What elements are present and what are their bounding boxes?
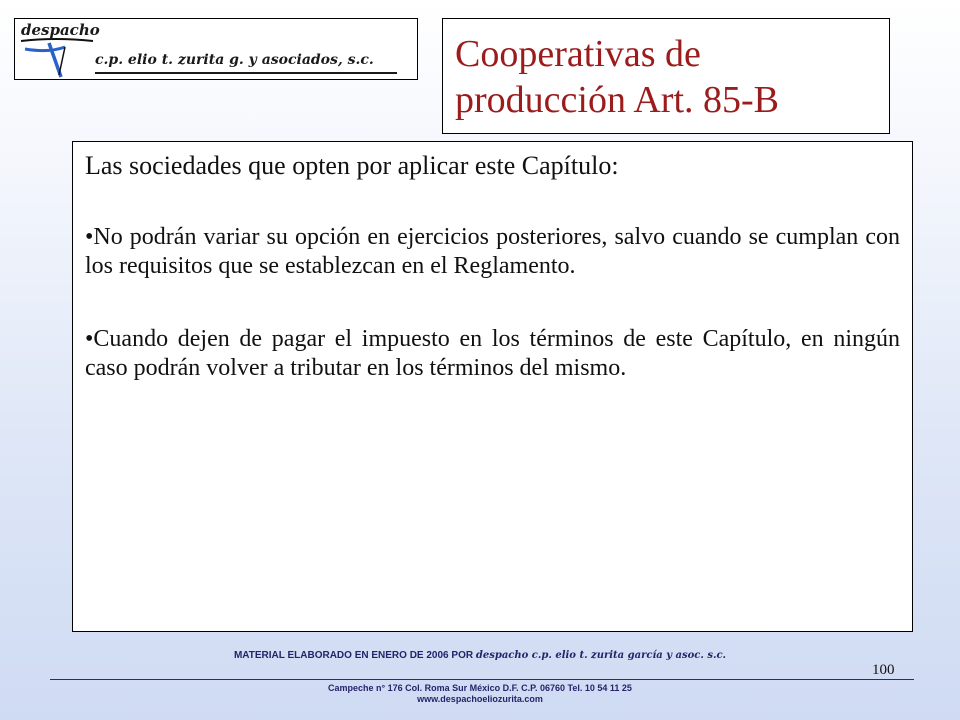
bullet-item-2: •Cuando dejen de pagar el impuesto en los términos de este Capítulo, en ningún caso podrán volver a tributar en los términos del mismo.: [85, 326, 900, 381]
title-box: [442, 18, 890, 134]
bullet-item-1: •No podrán variar su opción en ejercicios posteriores, salvo cuando se cumplan con los requisitos que se establezcan en el Reglamento.: [85, 224, 900, 279]
logo-emblem-icon: [19, 35, 97, 79]
footer-credit: [0, 650, 960, 661]
logo-wordmark: despacho: [21, 21, 100, 39]
slide-title-line-2: producción Art. 85-B: [455, 79, 780, 121]
footer-credit-prefix: MATERIAL ELABORADO EN ENERO DE 2006 POR: [233, 650, 476, 661]
footer-credit-firm: despacho c.p. elio t. zurita garcía y asoc. s.c.: [475, 650, 727, 661]
footer-address: Campeche n° 176 Col. Roma Sur México D.F. C.P. 06760 Tel. 10 54 11 25: [328, 683, 632, 693]
footer-divider: [50, 679, 914, 680]
content-box: [72, 141, 913, 632]
logo-underline: [95, 72, 397, 74]
logo-box: [14, 18, 418, 80]
slide-title-line-1: Cooperativas de: [455, 33, 701, 75]
page-number: 100: [872, 662, 895, 678]
footer-address-block: [0, 683, 960, 705]
logo-subtitle: c.p. elio t. zurita g. y asociados, s.c.: [95, 52, 374, 68]
footer-website: www.despachoeliozurita.com: [417, 694, 543, 704]
intro-text: Las sociedades que opten por aplicar este Capítulo:: [85, 151, 619, 180]
